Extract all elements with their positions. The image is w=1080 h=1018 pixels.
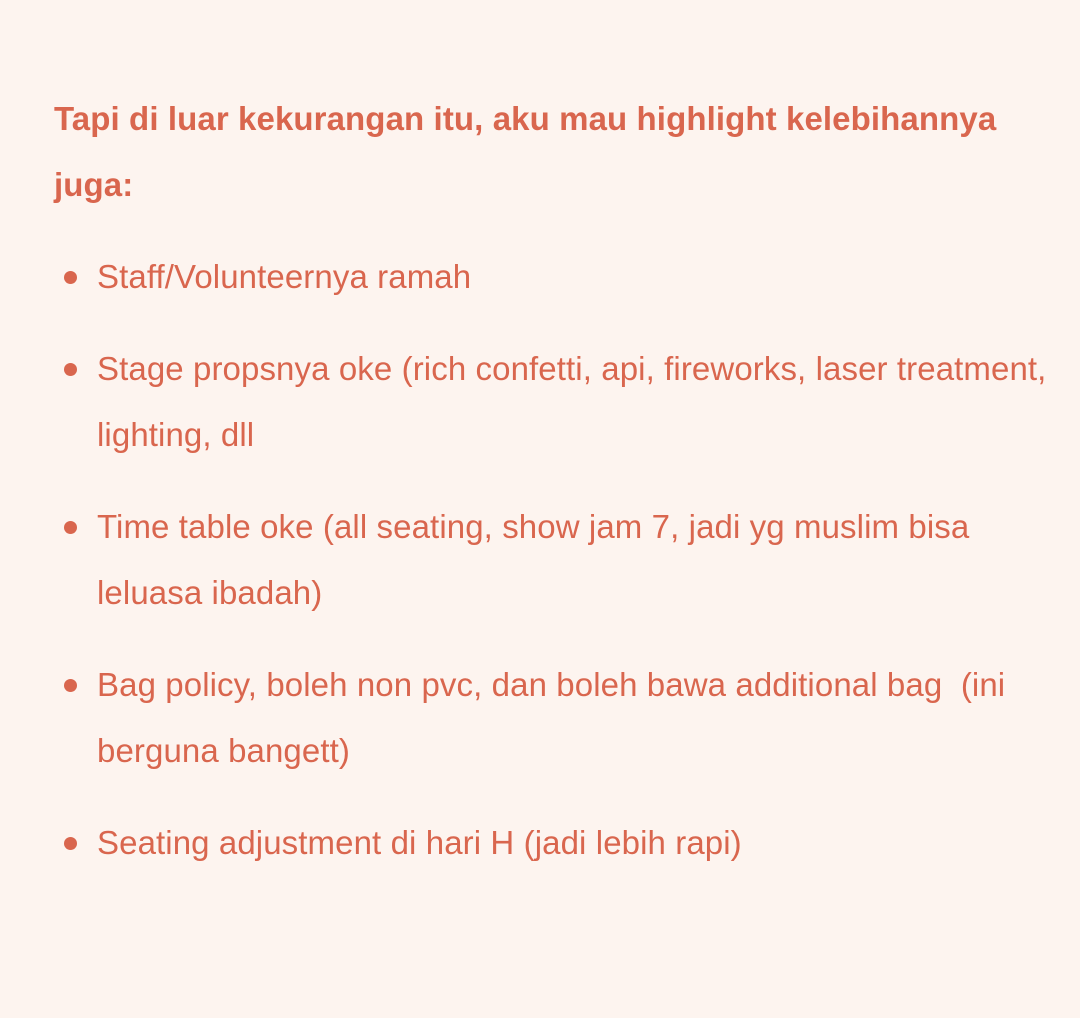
intro-paragraph: Tapi di luar kekurangan itu, aku mau highlight kelebihannya juga:	[54, 100, 997, 203]
highlights-list	[0, 244, 1056, 902]
list-item-text: Staff/Volunteernya ramah	[97, 258, 472, 295]
bullet-icon	[64, 679, 77, 692]
bullet-icon	[64, 837, 77, 850]
bullet-icon	[64, 271, 77, 284]
list-item	[0, 494, 1047, 626]
list-item	[0, 336, 1056, 468]
bullet-icon	[64, 521, 77, 534]
list-item-text: Stage propsnya oke (rich confetti, api, fireworks, laser treatment, lighting, dll	[97, 350, 1056, 453]
list-item	[0, 244, 1047, 310]
list-item-text: Time table oke (all seating, show jam 7, jadi yg muslim bisa leluasa ibadah)	[97, 508, 979, 611]
list-item-text: Seating adjustment di hari H (jadi lebih rapi)	[97, 824, 742, 861]
list-item	[0, 652, 1047, 784]
bullet-icon	[64, 363, 77, 376]
list-item-text: Bag policy, boleh non pvc, dan boleh bawa additional bag (ini berguna bangett)	[97, 666, 1015, 769]
list-item	[0, 810, 1047, 876]
